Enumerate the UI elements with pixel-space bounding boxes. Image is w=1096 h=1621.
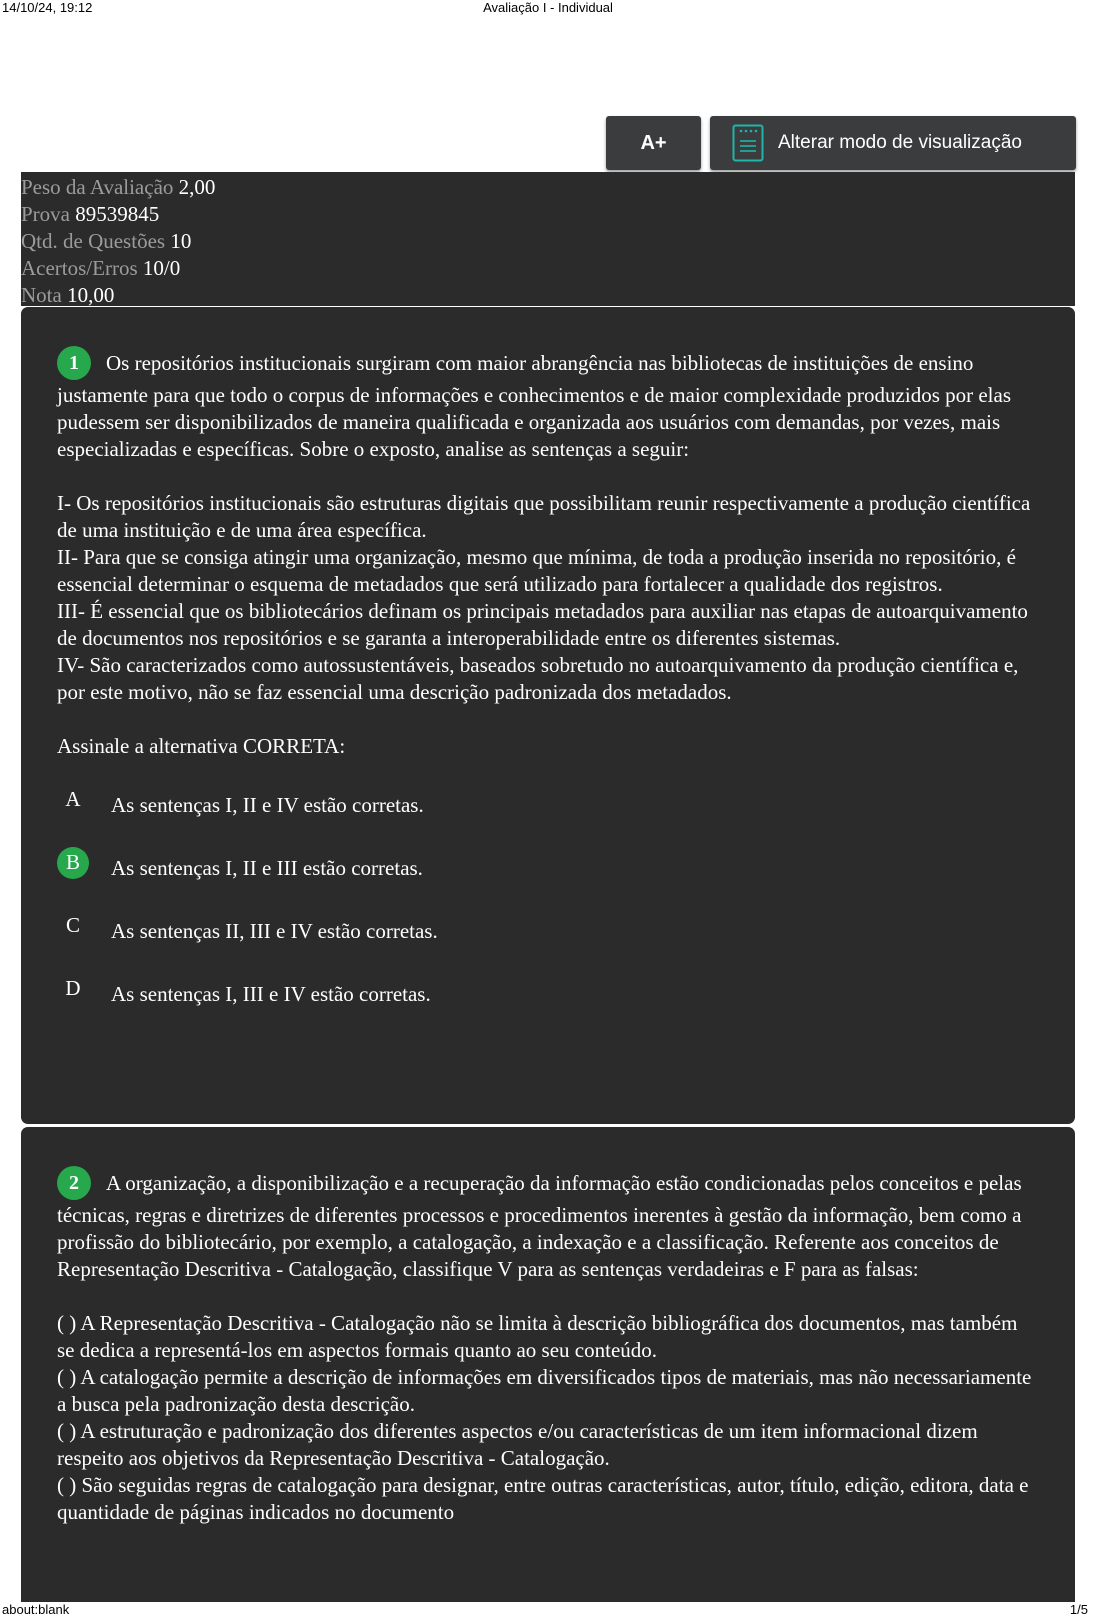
answer-option-d[interactable] xyxy=(57,963,1039,1026)
option-text: As sentenças II, III e IV estão corretas. xyxy=(111,919,438,943)
print-page-title: Avaliação I - Individual xyxy=(483,0,613,15)
option-letter: A xyxy=(65,787,81,811)
toolbar xyxy=(606,116,1076,172)
summary-row xyxy=(21,174,1075,201)
answer-option-a[interactable] xyxy=(57,774,1039,837)
summary-row xyxy=(21,255,1075,282)
change-view-mode-button[interactable] xyxy=(710,116,1076,170)
question-intro xyxy=(57,1168,1039,1283)
question-number-badge: 2 xyxy=(57,1166,91,1200)
print-datetime: 14/10/24, 19:12 xyxy=(2,0,93,15)
question-card xyxy=(21,1127,1075,1602)
increase-font-label: A+ xyxy=(640,131,667,154)
print-footer xyxy=(0,1602,1096,1620)
question-statement: ( ) A estruturação e padronização dos diferentes aspectos e/ou características de um item informacional dizem respeito aos objetivos da Representação Descritiva - Catalogação. xyxy=(57,1419,978,1470)
question-statement: ( ) A Representação Descritiva - Catalogação não se limita à descrição bibliográfica dos documentos, mas também se dedica a representá-los em aspectos formais quanto ao seu conteúdo. xyxy=(57,1311,1018,1362)
summary-label: Acertos/Erros xyxy=(21,256,138,280)
summary-label: Peso da Avaliação xyxy=(21,175,174,199)
summary-row xyxy=(21,201,1075,228)
option-letter: C xyxy=(65,913,80,937)
question-prompt: Assinale a alternativa CORRETA: xyxy=(57,734,346,758)
print-url: about:blank xyxy=(2,1602,70,1617)
answer-option-b[interactable] xyxy=(57,837,1039,900)
summary-label: Nota xyxy=(21,283,62,307)
summary-value: 10/0 xyxy=(142,256,181,280)
change-view-mode-label: Alterar modo de visualização xyxy=(778,132,1022,153)
option-text: As sentenças I, II e IV estão corretas. xyxy=(111,793,424,817)
summary-label: Qtd. de Questões xyxy=(21,229,166,253)
question-statement: II- Para que se consiga atingir uma organização, mesmo que mínima, de toda a produção inserida no repositório, é essencial determinar o esquema de metadados que será utilizado para fortalecer a qualidade dos registros. xyxy=(57,545,1016,596)
print-page-number: 1/5 xyxy=(1069,1602,1088,1617)
option-letter: D xyxy=(65,976,81,1000)
document-view-icon xyxy=(732,124,764,162)
question-intro-text: A organização, a disponibilização e a recuperação da informação estão condicionadas pelos conceitos e pelas técnicas, regras e diretrizes de diferentes processos e procedimentos inerentes à gestão da informação, bem como a profissão do bibliotecário, por exemplo, a catalogação, a indexação e a classificação. Referente aos conceitos de Representação Descritiva - Catalogação, classifique V para as sentenças verdadeiras e F para as falsas: xyxy=(57,1170,1022,1281)
summary-value: 10,00 xyxy=(67,283,115,307)
summary-label: Prova xyxy=(21,202,70,226)
option-text: As sentenças I, II e III estão corretas. xyxy=(111,856,423,880)
question-text xyxy=(57,1168,1039,1526)
summary-row xyxy=(21,228,1075,255)
question-statement: ( ) São seguidas regras de catalogação para designar, entre outras características, autor, título, edição, editora, data e quantidade de páginas indicados no documento xyxy=(57,1473,1029,1524)
answer-option-c[interactable] xyxy=(57,900,1039,963)
exam-summary xyxy=(21,172,1075,306)
question-text xyxy=(57,348,1039,760)
print-header xyxy=(0,0,1096,18)
summary-value: 89539845 xyxy=(75,202,160,226)
increase-font-button[interactable] xyxy=(606,116,701,170)
summary-value: 2,00 xyxy=(178,175,216,199)
question-card xyxy=(21,307,1075,1124)
summary-value: 10 xyxy=(170,229,192,253)
summary-row xyxy=(21,282,1075,309)
answer-options xyxy=(57,774,1039,1026)
question-intro-text: Os repositórios institucionais surgiram com maior abrangência nas bibliotecas de instituições de ensino justamente para que todo o corpus de informações e conhecimentos e de maior complexidade produzidos por elas pudessem ser disponibilizados de maneira qualificada e organizada aos usuários com demandas, por vezes, mais especializadas e específicas. Sobre o exposto, analise as sentenças a seguir: xyxy=(57,350,1012,461)
option-letter-correct: B xyxy=(57,847,89,879)
question-number-badge: 1 xyxy=(57,346,91,380)
option-text: As sentenças I, III e IV estão corretas. xyxy=(111,982,431,1006)
question-intro xyxy=(57,348,1039,463)
question-statement: III- É essencial que os bibliotecários definam os principais metadados para auxiliar nas etapas de autoarquivamento de documentos nos repositórios e se garanta a interoperabilidade entre os diferentes sistemas. xyxy=(57,599,1028,650)
question-statement: IV- São caracterizados como autossustentáveis, baseados sobretudo no autoarquivamento da produção científica e, por este motivo, não se faz essencial uma descrição padronizada dos metadados. xyxy=(57,653,1019,704)
question-statement: ( ) A catalogação permite a descrição de informações em diversificados tipos de materiais, mas não necessariamente a busca pela padronização desta descrição. xyxy=(57,1365,1032,1416)
question-statement: I- Os repositórios institucionais são estruturas digitais que possibilitam reunir respectivamente a produção científica de uma instituição e de uma área específica. xyxy=(57,491,1031,542)
